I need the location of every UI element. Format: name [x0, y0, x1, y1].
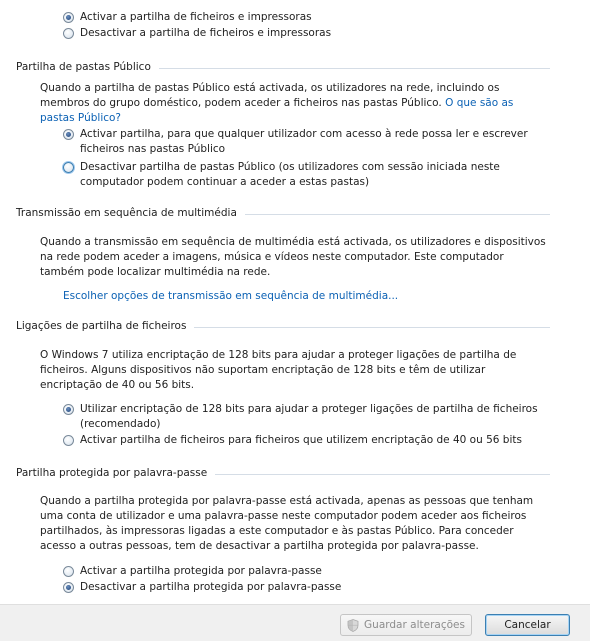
radio-use-128-bit-encryption[interactable]	[63, 402, 543, 432]
radio-label: Desactivar a partilha de ficheiros e impressoras	[80, 27, 332, 39]
section-header-password-protected-sharing	[16, 466, 550, 481]
radio-enable-password-protection[interactable]	[63, 564, 543, 579]
cancel-button[interactable]	[485, 614, 570, 636]
radio-button[interactable]	[63, 28, 74, 39]
section-header-file-sharing-connections	[16, 319, 550, 334]
radio-button-selected[interactable]	[63, 404, 74, 415]
section-header-media-streaming	[16, 206, 550, 221]
radio-label: Activar partilha, para que qualquer utilizador com acesso à rede possa ler e escrever ficheiros nas pastas Público	[80, 128, 528, 155]
section-divider	[194, 327, 550, 328]
radio-enable-public-sharing[interactable]	[63, 127, 553, 157]
file-sharing-connections-description: O Windows 7 utiliza encriptação de 128 bits para ajudar a proteger ligações de partilha de ficheiros. Alguns dispositivos não suportam encriptação de 128 bits e têm de utilizar encriptação de 40 ou 56 bits.	[40, 349, 517, 391]
radio-enable-40-56-bit-encryption[interactable]	[63, 433, 543, 448]
radio-button-selected[interactable]	[63, 12, 74, 23]
cancel-button-label: Cancelar	[504, 619, 551, 631]
radio-disable-public-sharing[interactable]	[63, 160, 553, 190]
public-folder-description: Quando a partilha de pastas Público está activada, os utilizadores na rede, incluindo os membros do grupo doméstico, podem aceder a ficheiros nas pastas Público. O que são as pastas Público?	[40, 82, 514, 124]
section-title: Partilha de pastas Público	[16, 61, 151, 73]
dialog-footer	[0, 604, 590, 641]
media-streaming-description: Quando a transmissão em sequência de multimédia está activada, os utilizadores e dispositivos na rede podem aceder a imagens, música e vídeos neste computador. Este computador também pode localizar multimédia na rede.	[40, 236, 546, 278]
section-title: Transmissão em sequência de multimédia	[16, 207, 237, 219]
media-streaming-options-link[interactable]: Escolher opções de transmissão em sequência de multimédia...	[63, 290, 399, 302]
radio-disable-password-protection[interactable]	[63, 580, 543, 595]
radio-disable-file-printer-sharing[interactable]	[63, 26, 563, 41]
section-divider	[215, 474, 550, 475]
radio-label: Desactivar a partilha protegida por palavra-passe	[80, 581, 342, 593]
radio-label: Activar a partilha de ficheiros e impressoras	[80, 11, 312, 23]
radio-button[interactable]	[63, 566, 74, 577]
password-protected-sharing-description: Quando a partilha protegida por palavra-passe está activada, apenas as pessoas que tenham uma conta de utilizador e uma palavra-passe neste computador podem aceder aos ficheiros partilhados, às impressoras ligadas a este computador e às pastas Público. Para conceder acesso a outras pessoas, tem de desactivar a partilha protegida por palavra-passe.	[40, 495, 534, 552]
radio-enable-file-printer-sharing[interactable]	[63, 10, 563, 25]
radio-button[interactable]	[63, 435, 74, 446]
section-divider	[159, 68, 550, 69]
radio-label: Activar partilha de ficheiros para ficheiros que utilizem encriptação de 40 ou 56 bits	[80, 434, 522, 446]
section-title: Ligações de partilha de ficheiros	[16, 320, 187, 332]
radio-button-selected[interactable]	[63, 129, 74, 140]
save-changes-button[interactable]	[340, 614, 472, 636]
radio-label: Activar a partilha protegida por palavra-passe	[80, 565, 322, 577]
radio-button[interactable]	[63, 162, 74, 173]
radio-label: Utilizar encriptação de 128 bits para ajudar a proteger ligações de partilha de ficheiros (recomendado)	[80, 403, 538, 430]
save-button-label: Guardar alterações	[364, 619, 465, 631]
section-divider	[245, 214, 550, 215]
public-folders-help-link[interactable]: O que são as pastas Público?	[40, 97, 514, 124]
section-title: Partilha protegida por palavra-passe	[16, 467, 208, 479]
uac-shield-icon	[347, 619, 359, 632]
radio-label: Desactivar partilha de pastas Público (os utilizadores com sessão iniciada neste computador podem continuar a aceder a estas pastas)	[80, 161, 500, 188]
radio-button-selected[interactable]	[63, 582, 74, 593]
media-streaming-options-container	[63, 289, 543, 304]
section-header-public-folder-sharing	[16, 60, 550, 75]
